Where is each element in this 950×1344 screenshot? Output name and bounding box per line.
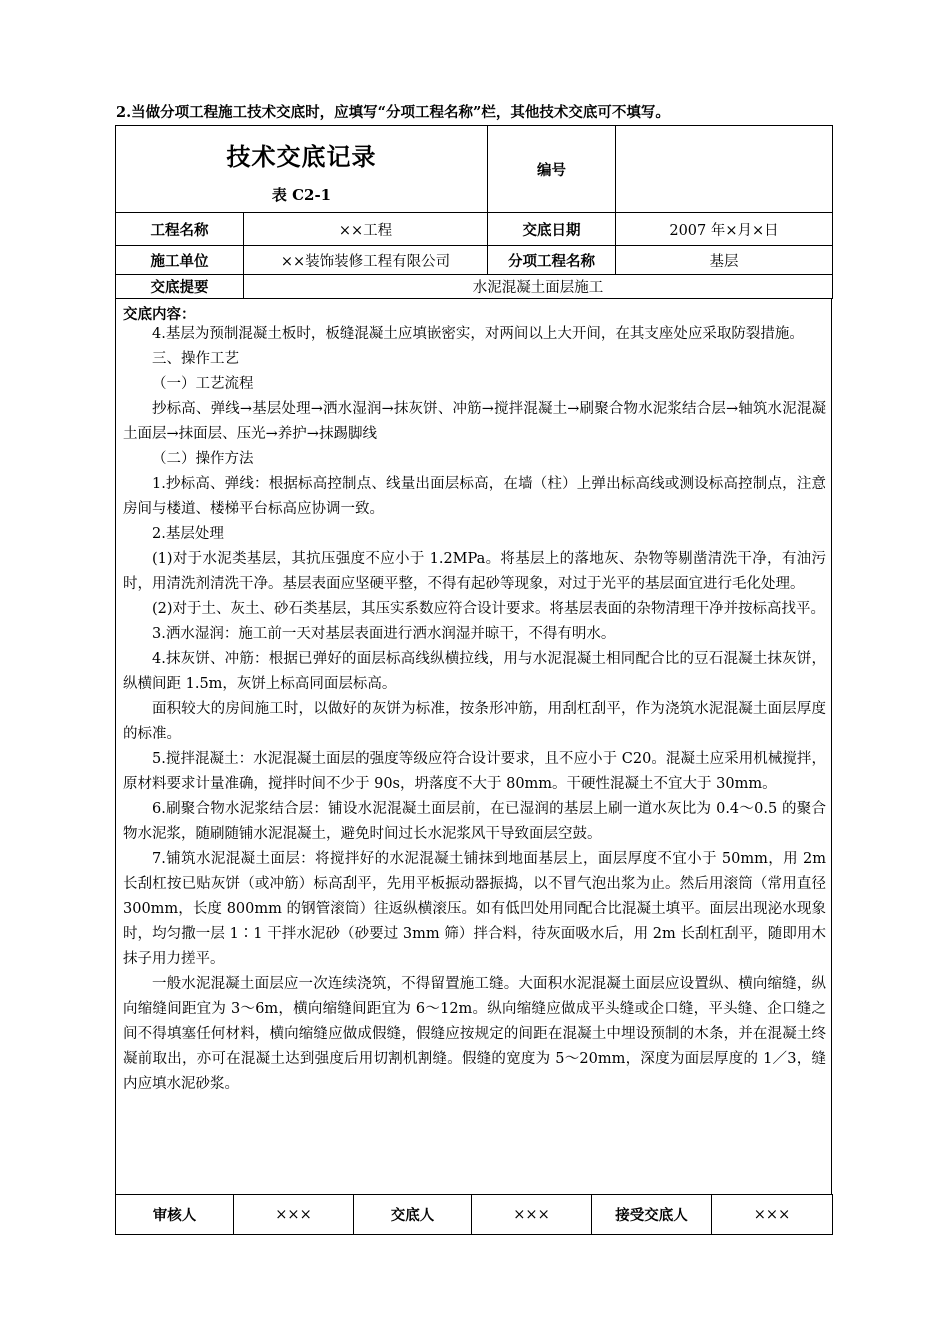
title-cell [116, 126, 488, 213]
reviewer-label: 审核人 [116, 1195, 234, 1235]
construction-unit-label: 施工单位 [116, 246, 244, 275]
receiver-label: 接受交底人 [592, 1195, 712, 1235]
content-paragraph: 5.搅拌混凝土：水泥混凝土面层的强度等级应符合设计要求，且不应小于 C20。混凝土应采用机械搅拌，原材料要求计量准确，搅拌时间不少于 90s，坍落度不大于 80mm。干硬性混凝土不宜大于 30mm。 [123, 751, 826, 792]
content-paragraph: 面积较大的房间施工时，以做好的灰饼为标准，按条形冲筋，用刮杠刮平，作为浇筑水泥混凝土面层厚度的标准。 [123, 701, 826, 742]
content-paragraph: 1.抄标高、弹线：根据标高控制点、线量出面层标高，在墙（柱）上弹出标高线或测设标高控制点，注意房间与楼道、楼梯平台标高应协调一致。 [123, 476, 826, 517]
date-value: 2007 年×月×日 [616, 213, 833, 246]
summary-value: 水泥混凝土面层施工 [244, 275, 833, 299]
reviewer-value: ××× [234, 1195, 354, 1235]
signature-table [115, 1194, 833, 1235]
document-title: 技术交底记录 [226, 142, 377, 171]
form-number: 表 C2-1 [271, 186, 332, 204]
content-paragraph: 7.铺筑水泥混凝土面层：将搅拌好的水泥混凝土铺抹到地面基层上，面层厚度不宜小于 50mm，用 2m 长刮杠按已贴灰饼（或冲筋）标高刮平，先用平板振动器振捣，以不冒气泡出浆为止。然后用滚筒（常用直径 300mm，长度 800mm 的钢管滚筒）往返纵横滚压。如有低凹处用同配合比混凝土填平。面层出现泌水现象时，均匀撒一层 1∶1 干拌水泥砂（砂要过 3mm 筛）拌合料，待灰面吸水后，用 2m 长刮杠刮平，随即用木抹子用力搓平。 [123, 851, 826, 967]
content-paragraph: 6.刷聚合物水泥浆结合层：铺设水泥混凝土面层前，在已湿润的基层上刷一道水灰比为 0.4～0.5 的聚合物水泥浆，随刷随铺水泥混凝土，避免时间过长水泥浆风干导致面层空鼓。 [123, 801, 826, 842]
summary-label: 交底提要 [116, 275, 244, 299]
number-label: 编号 [488, 126, 616, 213]
number-value [616, 126, 833, 213]
content-paragraph: (2)对于土、灰土、砂石类基层，其压实系数应符合设计要求。将基层表面的杂物清理干净并按标高找平。 [152, 601, 826, 617]
project-name-value: ××工程 [244, 213, 488, 246]
subproject-label: 分项工程名称 [488, 246, 616, 275]
receiver-value: ××× [712, 1195, 833, 1235]
discloser-value: ××× [472, 1195, 592, 1235]
content-paragraph: （二）操作方法 [152, 451, 254, 467]
subproject-value: 基层 [616, 246, 833, 275]
content-paragraph: 一般水泥混凝土面层应一次连续浇筑，不得留置施工缝。大面积水泥混凝土面层应设置纵、横向缩缝，纵向缩缝间距宜为 3～6m，横向缩缝间距宜为 6～12m。纵向缩缝应做成平头缝或企口缝，平头缝、企口缝之间不得填塞任何材料，横向缩缝应做成假缝，假缝应按规定的间距在混凝土中埋设预制的木条，并在混凝土终凝前取出，亦可在混凝土达到强度后用切割机割缝。假缝的宽度为 5～20mm，深度为面层厚度的 1／3，缝内应填水泥砂浆。 [123, 976, 826, 1092]
content-body [123, 322, 826, 1097]
project-name-label: 工程名称 [116, 213, 244, 246]
instruction-note: 2.当做分项工程施工技术交底时，应填写“分项工程名称”栏，其他技术交底可不填写。 [116, 104, 670, 121]
record-header-table [115, 125, 833, 299]
content-paragraph: （一）工艺流程 [152, 376, 254, 392]
content-paragraph: 4.基层为预制混凝土板时，板缝混凝土应填嵌密实，对两间以上大开间，在其支座处应采取防裂措施。 [152, 326, 804, 342]
content-label: 交底内容： [123, 306, 196, 323]
content-paragraph: (1)对于水泥类基层，其抗压强度不应小于 1.2MPa。将基层上的落地灰、杂物等剔凿清洗干净，有油污时，用清洗剂清洗干净。基层表面应坚硬平整，不得有起砂等现象，对过于光平的基层面宜进行毛化处理。 [123, 551, 826, 592]
disclosure-content [115, 298, 832, 1194]
date-label: 交底日期 [488, 213, 616, 246]
discloser-label: 交底人 [354, 1195, 472, 1235]
content-paragraph: 2.基层处理 [152, 526, 224, 542]
construction-unit-value: ××装饰装修工程有限公司 [244, 246, 488, 275]
content-paragraph: 4.抹灰饼、冲筋：根据已弹好的面层标高线纵横拉线，用与水泥混凝土相同配合比的豆石混凝土抹灰饼，纵横间距 1.5m，灰饼上标高同面层标高。 [123, 651, 826, 692]
content-paragraph: 3.洒水湿润：施工前一天对基层表面进行洒水润湿并晾干，不得有明水。 [152, 626, 616, 642]
content-paragraph: 三、操作工艺 [152, 351, 239, 367]
content-paragraph: 抄标高、弹线→基层处理→洒水湿润→抹灰饼、冲筋→搅拌混凝土→刷聚合物水泥浆结合层→轴筑水泥混凝土面层→抹面层、压光→养护→抹踢脚线 [123, 401, 826, 442]
